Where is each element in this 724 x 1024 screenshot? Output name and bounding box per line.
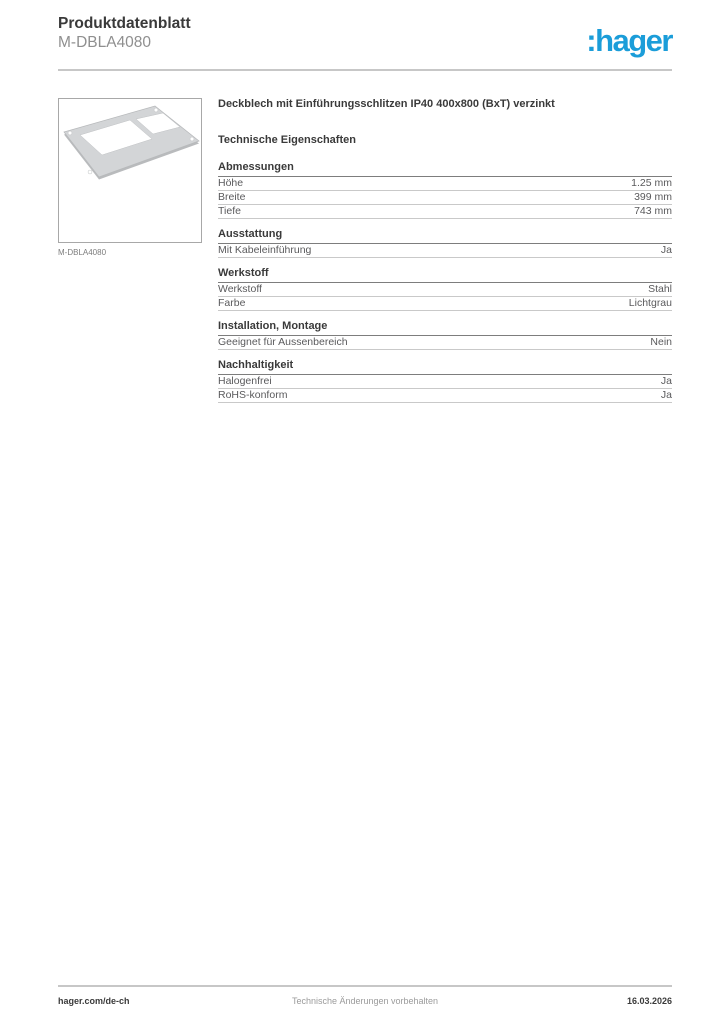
spec-label: RoHS-konform [218,389,288,401]
product-details-column [218,98,672,403]
product-image-column [58,98,202,403]
spec-row [218,336,672,350]
section-rows [218,283,672,311]
section-rows [218,336,672,350]
spec-label: Halogenfrei [218,375,272,387]
spec-section [218,320,672,350]
spec-value: Ja [660,389,672,401]
section-title: Installation, Montage [218,320,672,336]
spec-row [218,375,672,389]
spec-row [218,244,672,258]
footer-date: 16.03.2026 [626,996,672,1006]
spec-label: Breite [218,191,246,203]
spec-label: Höhe [218,177,244,189]
section-title: Nachhaltigkeit [218,359,672,375]
footer-website: hager.com/de-ch [58,996,130,1006]
footer-divider [58,985,672,987]
main-content [58,98,672,403]
hager-logo: :hager [586,23,672,58]
product-title: Deckblech mit Einführungsschlitzen IP40 400x800 (BxT) verzinkt [218,98,555,110]
section-rows [218,244,672,258]
section-rows [218,375,672,403]
section-rows [218,177,672,219]
spec-section [218,359,672,403]
tech-sections [218,161,672,403]
footer [58,985,672,1006]
spec-section [218,267,672,311]
doc-type-title: Produktdatenblatt [58,15,191,32]
spec-value: Nein [650,336,672,348]
header-divider [58,69,672,71]
spec-value: Ja [660,244,672,256]
product-image-box [58,98,202,243]
footer-notice: Technische Änderungen vorbehalten [291,996,439,1006]
spec-value: Stahl [648,283,672,295]
header [58,14,672,56]
spec-label: Werkstoff [218,283,262,295]
spec-value: Ja [660,375,672,387]
spec-label: Farbe [218,297,246,309]
spec-label: Mit Kabeleinführung [218,244,312,256]
spec-row [218,191,672,205]
spec-row [218,389,672,403]
tech-properties-heading: Technische Eigenschaften [218,134,356,146]
spec-row [218,283,672,297]
spec-label: Geeignet für Aussenbereich [218,336,348,348]
footer-row [58,996,672,1006]
product-image-cover-plate [59,99,201,242]
spec-value: 399 mm [634,191,672,203]
section-title: Abmessungen [218,161,672,177]
spec-section [218,228,672,258]
spec-row [218,297,672,311]
spec-label: Tiefe [218,205,241,217]
spec-row [218,177,672,191]
spec-value: 743 mm [634,205,672,217]
product-ref-subtitle: M-DBLA4080 [58,34,152,51]
product-image-caption: M-DBLA4080 [58,248,107,257]
spec-value: Lichtgrau [628,297,672,309]
spec-row [218,205,672,219]
spec-section [218,161,672,219]
header-titles [58,14,191,52]
section-title: Werkstoff [218,267,672,283]
section-title: Ausstattung [218,228,672,244]
spec-value: 1.25 mm [631,177,672,189]
